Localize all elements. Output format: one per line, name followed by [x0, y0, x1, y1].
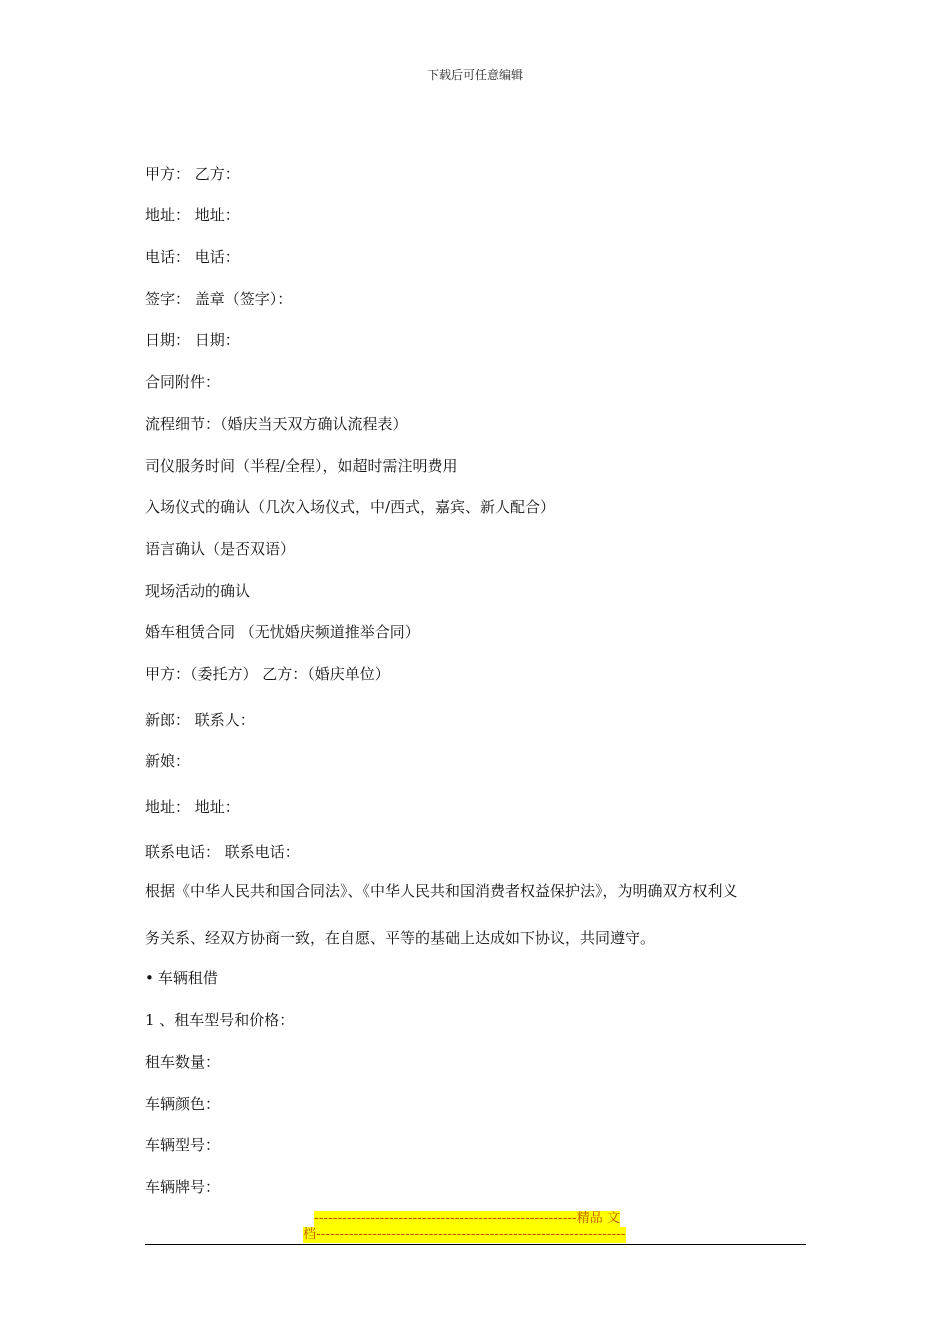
phone-line: 电话： 电话：: [145, 248, 240, 266]
footer-watermark-line-2: 档------------------------------------------------------------------: [303, 1227, 626, 1242]
process-detail-line: 流程细节：（婚庆当天双方确认流程表）: [145, 415, 408, 433]
language-line: 语言确认（是否双语）: [145, 540, 296, 558]
activity-line: 现场活动的确认: [145, 582, 251, 600]
contract-parties-line: 甲方：（委托方） 乙方：（婚庆单位）: [145, 665, 390, 683]
rental-quantity-line: 租车数量：: [145, 1053, 221, 1071]
entrance-ceremony-line: 入场仪式的确认（几次入场仪式，中/西式，嘉宾、新人配合）: [145, 498, 556, 516]
address-line: 地址： 地址：: [145, 206, 240, 224]
vehicle-model-line: 车辆型号：: [145, 1136, 221, 1154]
contract-address-line: 地址： 地址：: [145, 798, 240, 816]
groom-line: 新郎： 联系人：: [145, 711, 255, 729]
paragraph-line-2: 务关系、经双方协商一致，在自愿、平等的基础上达成如下协议，共同遵守。: [145, 929, 656, 947]
vehicle-color-line: 车辆颜色：: [145, 1095, 221, 1113]
vehicle-plate-line: 车辆牌号：: [145, 1178, 221, 1196]
page-header: 下载后可任意编辑: [426, 68, 523, 82]
contact-phone-line: 联系电话： 联系电话：: [145, 843, 300, 861]
attachment-heading: 合同附件：: [145, 373, 221, 391]
section-heading: 1 、租车型号和价格：: [145, 1011, 295, 1029]
bride-line: 新娘：: [145, 752, 191, 770]
host-service-line: 司仪服务时间（半程/全程），如超时需注明费用: [145, 457, 458, 475]
bullet-item-label: 车辆租借: [157, 969, 218, 987]
contract-title: 婚车租赁合同 （无忧婚庆频道推举合同）: [145, 623, 420, 641]
signature-line: 签字： 盖章（签字）：: [145, 290, 293, 308]
date-line: 日期： 日期：: [145, 331, 240, 349]
party-line: 甲方： 乙方：: [145, 165, 240, 183]
footer-watermark-line-1: --------------------------------------------------------精品 文: [314, 1211, 620, 1226]
bullet-item: [145, 968, 218, 988]
paragraph-line-1: 根据《中华人民共和国合同法》、《中华人民共和国消费者权益保护法》，为明确双方权利义: [145, 882, 738, 900]
bullet-icon: •: [145, 969, 154, 987]
footer-divider: [145, 1244, 806, 1245]
